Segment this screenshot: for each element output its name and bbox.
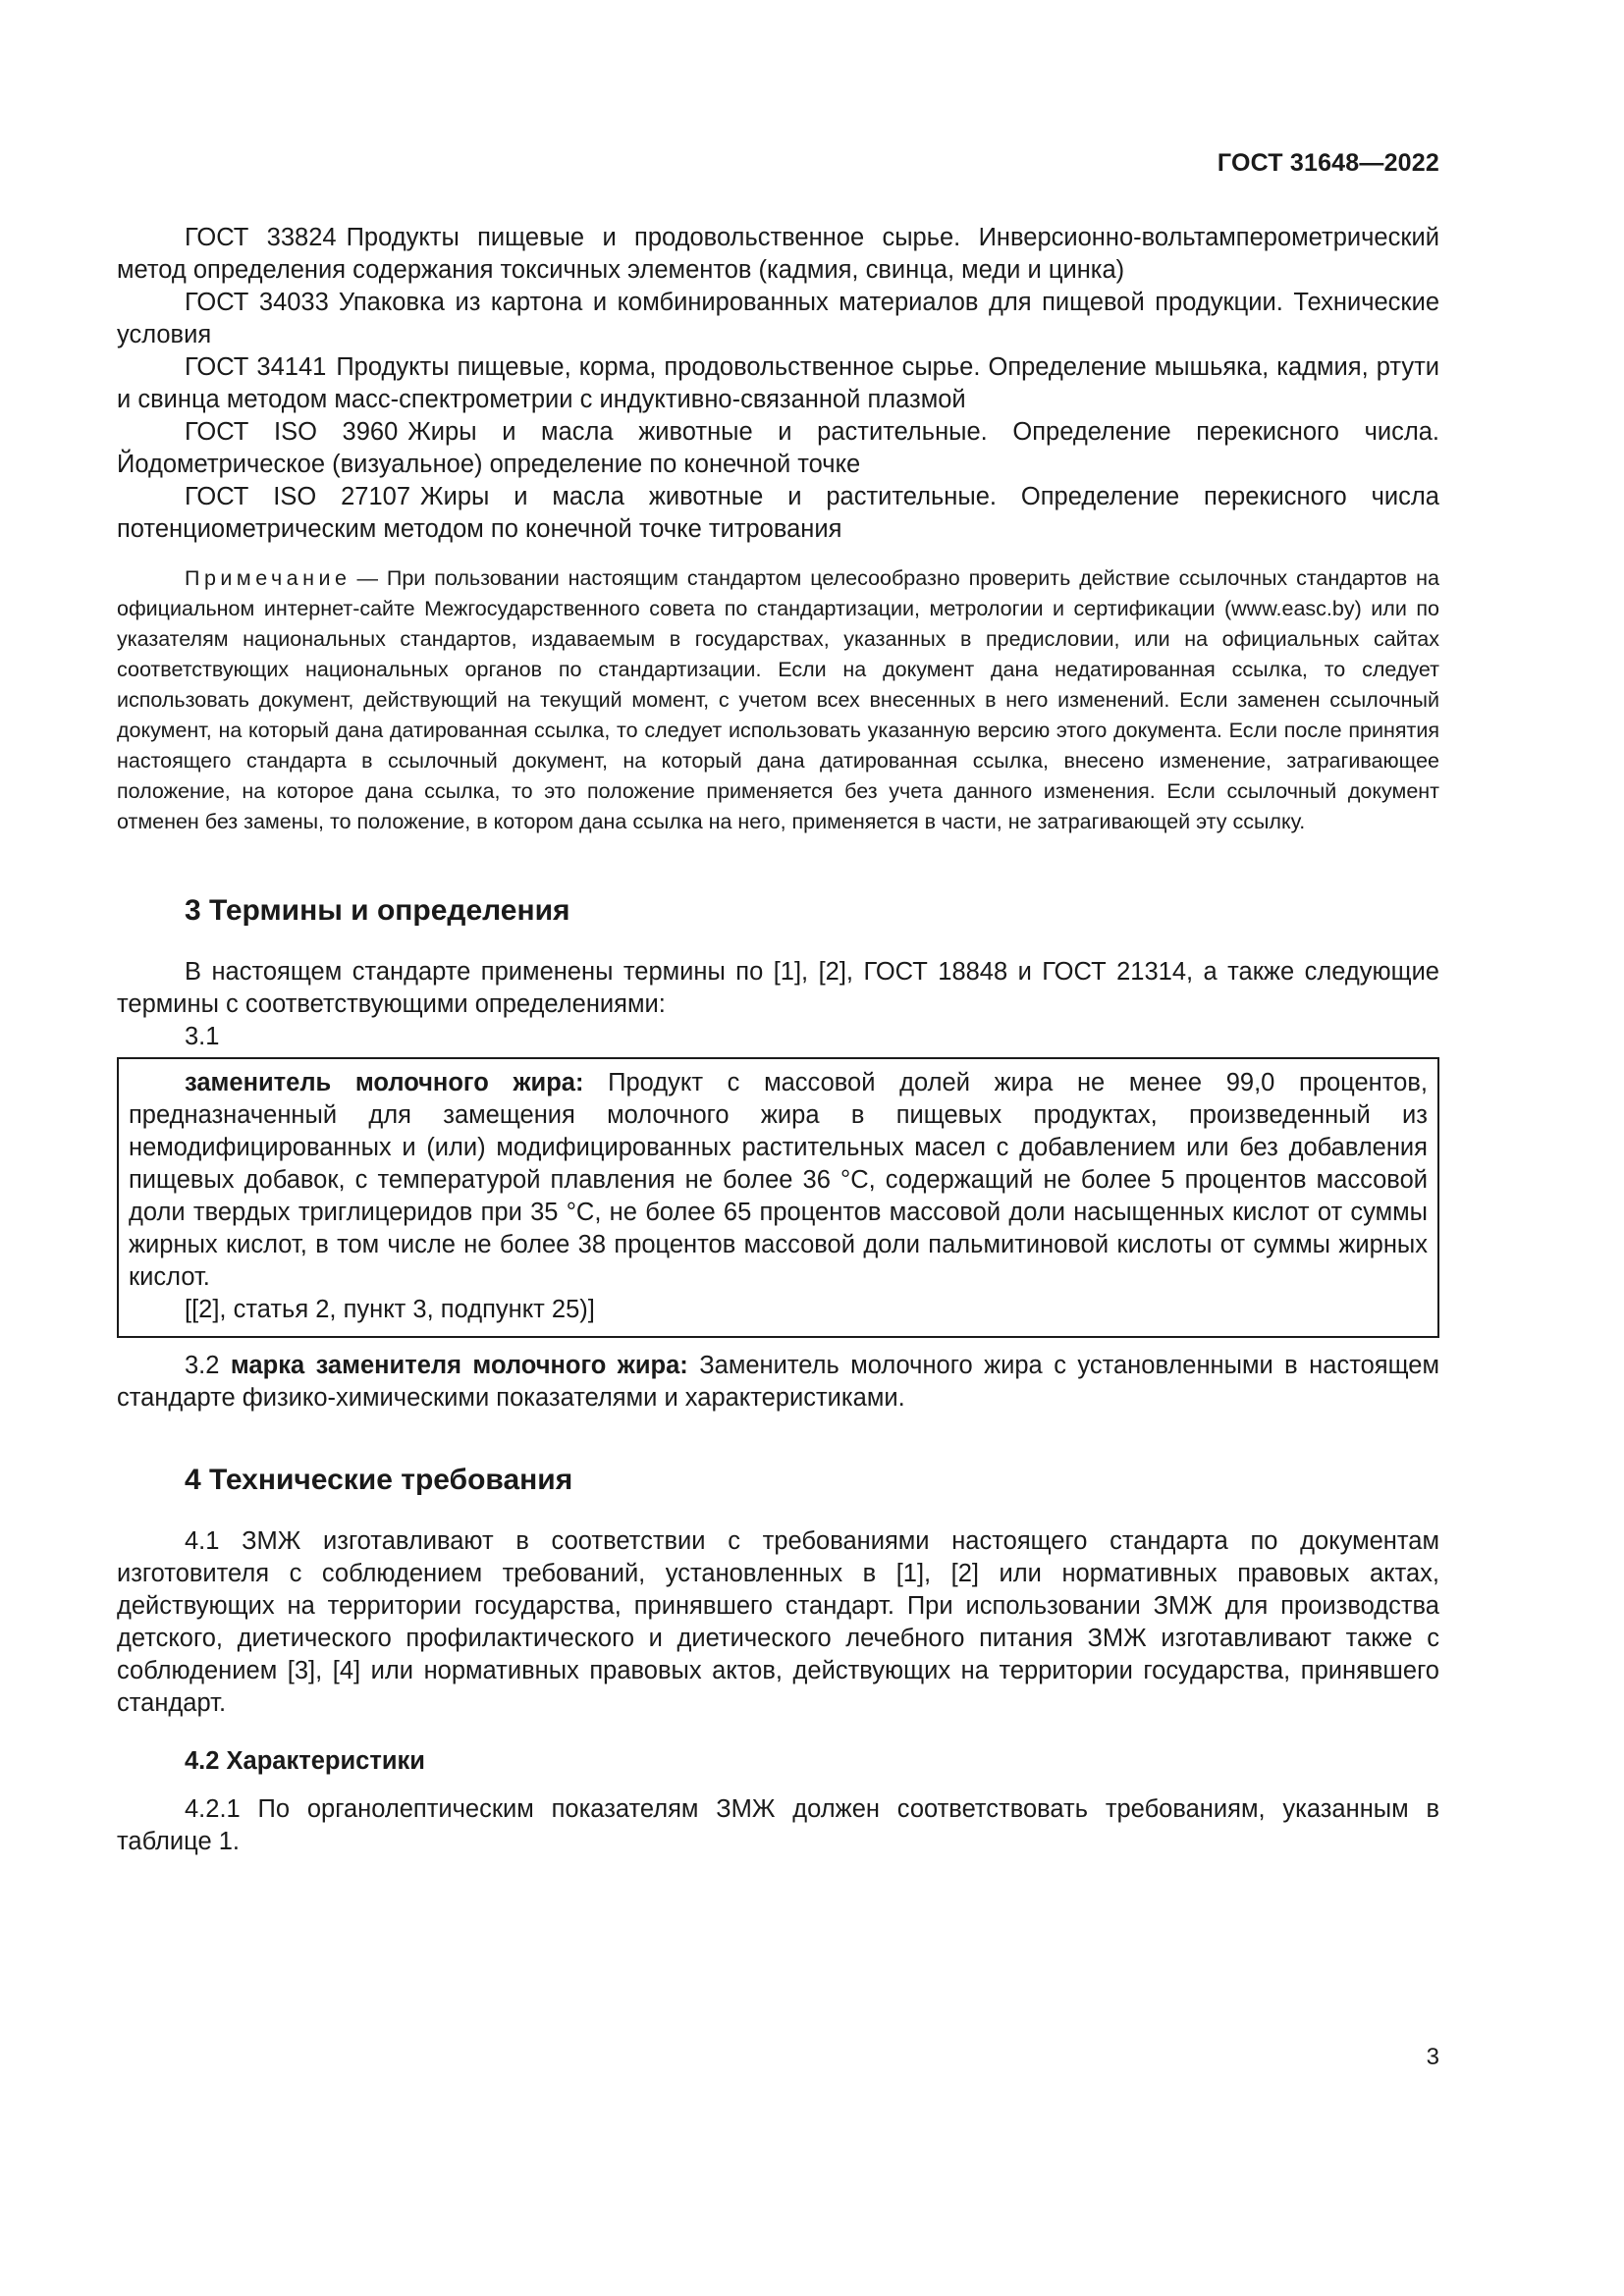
term-definition-text: Заменитель молочного жира с установленными в настоящем стандарте физико-химическими показателями и характеристиками.: [117, 1352, 1439, 1412]
page-number: 3: [1426, 2044, 1439, 2070]
term-number: 3.1: [185, 1023, 220, 1050]
reference-title: Продукты пищевые и продовольственное сырье. Инверсионно-вольтамперометрический метод определения содержания токсичных элементов (кадмия, свинца, меди и цинка): [117, 224, 1439, 284]
note-paragraph: [117, 563, 1439, 837]
note-label: Примечание: [185, 566, 352, 590]
reference-item: [117, 481, 1439, 546]
term-definition-box: [117, 1057, 1439, 1338]
note-text: — При пользовании настоящим стандартом целесообразно проверить действие ссылочных стандартов на официальном интернет-сайте Межгосударственного совета по стандартизации, метрологии и сертификации (www.easc.by) или по указателям национальных стандартов, издаваемым в государствах, указанных в предисловии, или на официальных сайтах соответствующих национальных органов по стандартизации. Если на документ дана недатированная ссылка, то следует использовать документ, действующий на текущий момент, с учетом всех внесенных в него изменений. Если заменен ссылочный документ, на который дана датированная ссылка, то следует использовать указанную версию этого документа. Если после принятия настоящего стандарта в ссылочный документ, на который дана датированная ссылка, внесено изменение, затрагивающее положение, на которое дана ссылка, то это положение применяется без учета данного изменения. Если ссылочный документ отменен без замены, то положение, в котором дана ссылка на него, применяется в части, не затрагивающей эту ссылку.: [117, 566, 1439, 833]
reference-item: [117, 222, 1439, 287]
reference-code: ГОСТ 34033: [185, 289, 329, 316]
section-3-heading: 3 Термины и определения: [185, 894, 570, 927]
term-2: [117, 1350, 1439, 1415]
reference-code: ГОСТ 34141: [185, 353, 327, 381]
term-definition: [129, 1067, 1428, 1294]
reference-item: [117, 416, 1439, 481]
term-number: 3.2: [185, 1352, 220, 1379]
reference-item: [117, 287, 1439, 351]
term-name: марка заменителя молочного жира:: [230, 1352, 688, 1379]
term-definition-text: Продукт с массовой долей жира не менее 99,0 процентов, предназначенный для замещения молочного жира в пищевых продуктах, произведенный из немодифицированных и (или) модифицированных растительных масел с добавлением или без добавления пищевых добавок, с температурой плавления не более 36 °С, содержащий не более 5 процентов массовой доли твердых триглицеридов при 35 °С, не более 65 процентов массовой доли насыщенных кислот от суммы жирных кислот, в том числе не более 38 процентов массовой доли пальмитиновой кислоты от суммы жирных кислот.: [129, 1069, 1428, 1291]
reference-title: Упаковка из картона и комбинированных материалов для пищевой продукции. Технические условия: [117, 289, 1439, 348]
reference-title: Жиры и масла животные и растительные. Определение перекисного числа потенциометрическим методом по конечной точке титрования: [117, 483, 1439, 543]
section-3-intro: В настоящем стандарте применены термины по [1], [2], ГОСТ 18848 и ГОСТ 21314, а также следующие термины с соответствующими определениями:: [117, 958, 1439, 1018]
reference-code: ГОСТ ISO 3960: [185, 418, 399, 446]
reference-item: [117, 351, 1439, 416]
reference-code: ГОСТ 33824: [185, 224, 337, 251]
subsection-4-2-heading: 4.2 Характеристики: [185, 1747, 425, 1775]
document-code: ГОСТ 31648—2022: [1217, 149, 1439, 177]
paragraph-4-2-1: 4.2.1 По органолептическим показателям ЗМЖ должен соответствовать требованиям, указанным в таблице 1.: [117, 1795, 1439, 1855]
reference-code: ГОСТ ISO 27107: [185, 483, 411, 510]
term-name: заменитель молочного жира:: [185, 1069, 584, 1096]
term-source: [[2], статья 2, пункт 3, подпункт 25)]: [185, 1296, 595, 1323]
section-4-heading: 4 Технические требования: [185, 1464, 573, 1496]
paragraph-4-1: 4.1 ЗМЖ изготавливают в соответствии с требованиями настоящего стандарта по документам изготовителя с соблюдением требований, установленных в [1], [2] или нормативных правовых актах, действующих на территории государства, принявшего стандарт. При использовании ЗМЖ для производства детского, диетического профилактического и диетического лечебного питания ЗМЖ изготавливают также с соблюдением [3], [4] или нормативных правовых актов, действующих на территории государства, принявшего стандарт.: [117, 1527, 1439, 1717]
page-content: [117, 222, 1439, 1858]
reference-title: Жиры и масла животные и растительные. Определение перекисного числа. Йодометрическое (визуальное) определение по конечной точке: [117, 418, 1439, 478]
reference-title: Продукты пищевые, корма, продовольственное сырье. Определение мышьяка, кадмия, ртути и свинца методом масс-спектрометрии с индуктивно-связанной плазмой: [117, 353, 1440, 413]
